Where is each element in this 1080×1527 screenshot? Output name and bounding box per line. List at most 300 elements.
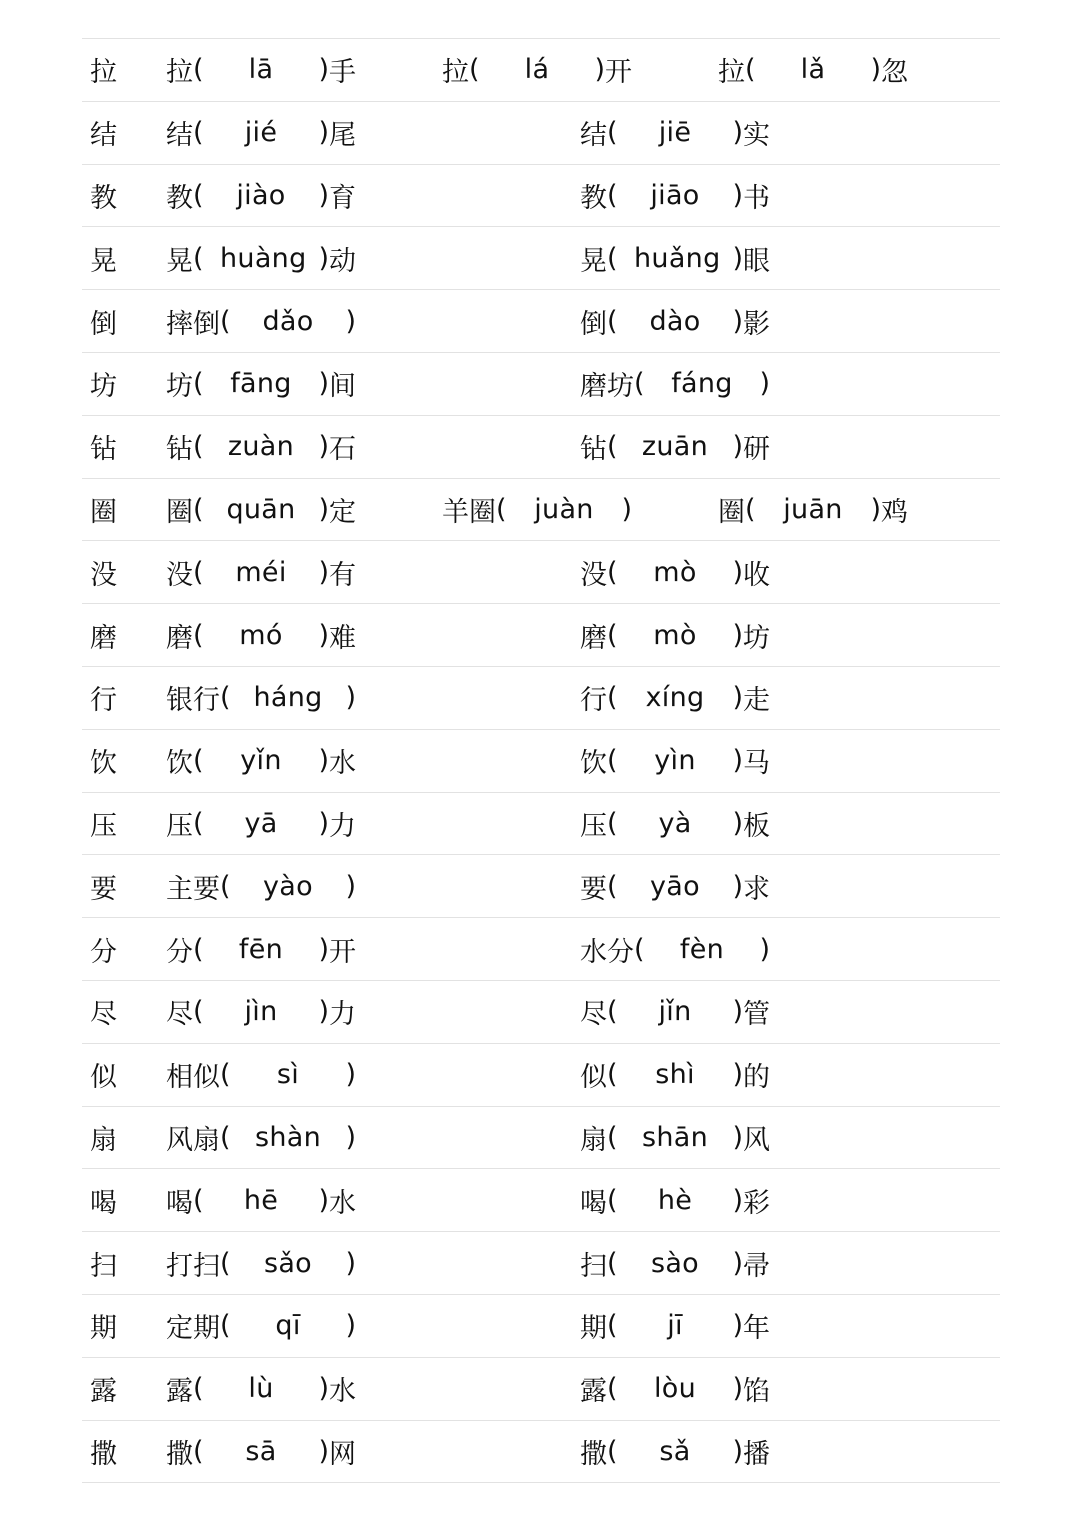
- left-paren: (: [607, 996, 618, 1028]
- left-paren: (: [607, 745, 618, 777]
- word-entry: [718, 39, 908, 101]
- pinyin: jī: [667, 1310, 683, 1342]
- pinyin: fèn: [679, 933, 725, 965]
- target-character: 磨: [90, 622, 117, 654]
- word-entry: [580, 1232, 770, 1294]
- right-paren: ): [732, 807, 743, 839]
- pinyin: yāo: [650, 870, 700, 902]
- table-row: [82, 290, 1000, 353]
- word-entry: [166, 416, 356, 478]
- table-row: [82, 1232, 1000, 1295]
- left-paren: (: [607, 242, 618, 274]
- word-suffix: 手: [329, 57, 356, 89]
- word-entry: [580, 730, 770, 792]
- word-entry: [580, 165, 770, 227]
- word-prefix: 晃: [166, 245, 193, 277]
- left-paren: (: [607, 556, 618, 588]
- word-entry: [580, 1044, 770, 1106]
- table-row: [82, 1421, 1000, 1484]
- word-prefix: 相似: [166, 1062, 220, 1094]
- word-suffix: 开: [605, 57, 632, 89]
- pinyin: lù: [248, 1373, 274, 1405]
- pinyin: hè: [657, 1184, 693, 1216]
- word-prefix: 圈: [718, 496, 745, 528]
- left-paren: (: [634, 368, 645, 400]
- target-character: 钻: [90, 434, 117, 466]
- left-paren: (: [607, 1435, 618, 1467]
- word-suffix: 馅: [743, 1376, 770, 1408]
- right-paren: ): [759, 368, 770, 400]
- right-paren: ): [732, 1373, 743, 1405]
- left-paren: (: [607, 305, 618, 337]
- word-entry: [580, 793, 770, 855]
- word-suffix: 鸡: [881, 496, 908, 528]
- right-paren: ): [318, 431, 329, 463]
- left-paren: (: [193, 807, 204, 839]
- word-suffix: 有: [329, 559, 356, 591]
- target-character: 喝: [90, 1187, 117, 1219]
- left-paren: (: [220, 1121, 231, 1153]
- word-suffix: 定: [329, 496, 356, 528]
- word-suffix: 研: [743, 434, 770, 466]
- right-paren: ): [621, 493, 632, 525]
- pinyin: shàn: [254, 1121, 322, 1153]
- target-character: 没: [90, 559, 117, 591]
- word-entry: [580, 290, 770, 352]
- target-character: 坊: [90, 371, 117, 403]
- pinyin: fáng: [671, 368, 733, 400]
- word-entry: [166, 102, 356, 164]
- left-paren: (: [193, 242, 204, 274]
- right-paren: ): [732, 117, 743, 149]
- table-row: [82, 39, 1000, 102]
- left-paren: (: [469, 54, 480, 86]
- pinyin: dǎo: [262, 305, 314, 337]
- table-row: [82, 855, 1000, 918]
- right-paren: ): [759, 933, 770, 965]
- right-paren: ): [318, 1373, 329, 1405]
- word-entry: [580, 604, 770, 666]
- table-row: [82, 479, 1000, 542]
- word-prefix: 水分: [580, 936, 634, 968]
- word-entry: [580, 1169, 770, 1231]
- right-paren: ): [732, 431, 743, 463]
- word-entry: [442, 39, 632, 101]
- word-entry: [580, 416, 770, 478]
- pinyin: mò: [653, 619, 697, 651]
- left-paren: (: [193, 54, 204, 86]
- word-prefix: 结: [580, 120, 607, 152]
- pinyin: jiào: [236, 179, 286, 211]
- right-paren: ): [318, 242, 329, 274]
- left-paren: (: [607, 870, 618, 902]
- right-paren: ): [318, 493, 329, 525]
- word-suffix: 间: [329, 371, 356, 403]
- word-prefix: 摔倒: [166, 308, 220, 340]
- pinyin: fāng: [230, 368, 292, 400]
- word-entry: [166, 1421, 356, 1483]
- left-paren: (: [220, 305, 231, 337]
- word-suffix: 年: [743, 1313, 770, 1345]
- word-suffix: 影: [743, 308, 770, 340]
- right-paren: ): [345, 870, 356, 902]
- word-prefix: 饮: [166, 748, 193, 780]
- right-paren: ): [732, 179, 743, 211]
- word-suffix: 的: [743, 1062, 770, 1094]
- left-paren: (: [193, 619, 204, 651]
- pinyin: fēn: [238, 933, 284, 965]
- word-entry: [166, 604, 356, 666]
- left-paren: (: [220, 1310, 231, 1342]
- right-paren: ): [345, 1121, 356, 1153]
- right-paren: ): [318, 556, 329, 588]
- pinyin: sì: [276, 1059, 300, 1091]
- word-entry: [718, 479, 908, 541]
- pinyin: yìn: [654, 745, 696, 777]
- pinyin: juàn: [534, 493, 594, 525]
- word-entry: [166, 667, 356, 729]
- right-paren: ): [732, 1247, 743, 1279]
- table-row: [82, 667, 1000, 730]
- word-prefix: 拉: [442, 57, 469, 89]
- right-paren: ): [345, 682, 356, 714]
- left-paren: (: [220, 870, 231, 902]
- word-prefix: 行: [580, 685, 607, 717]
- right-paren: ): [318, 933, 329, 965]
- right-paren: ): [318, 745, 329, 777]
- left-paren: (: [496, 493, 507, 525]
- table-row: [82, 918, 1000, 981]
- word-suffix: 力: [329, 999, 356, 1031]
- word-prefix: 没: [580, 559, 607, 591]
- word-suffix: 忽: [881, 57, 908, 89]
- right-paren: ): [345, 1310, 356, 1342]
- word-entry: [580, 102, 770, 164]
- left-paren: (: [607, 1310, 618, 1342]
- word-entry: [166, 1232, 356, 1294]
- word-prefix: 磨: [580, 622, 607, 654]
- pinyin: zuàn: [227, 431, 295, 463]
- right-paren: ): [318, 1184, 329, 1216]
- word-prefix: 露: [580, 1376, 607, 1408]
- word-suffix: 石: [329, 434, 356, 466]
- word-prefix: 期: [580, 1313, 607, 1345]
- right-paren: ): [318, 368, 329, 400]
- left-paren: (: [745, 54, 756, 86]
- target-character: 扇: [90, 1124, 117, 1156]
- table-row: [82, 981, 1000, 1044]
- word-entry: [580, 667, 770, 729]
- pinyin: lā: [248, 54, 274, 86]
- word-prefix: 磨坊: [580, 371, 634, 403]
- word-suffix: 网: [329, 1438, 356, 1470]
- target-character: 分: [90, 936, 117, 968]
- left-paren: (: [193, 556, 204, 588]
- left-paren: (: [193, 996, 204, 1028]
- word-suffix: 书: [743, 182, 770, 214]
- word-suffix: 求: [743, 873, 770, 905]
- target-character: 拉: [90, 57, 117, 89]
- left-paren: (: [193, 933, 204, 965]
- pinyin: jié: [244, 117, 278, 149]
- pinyin: quān: [226, 493, 296, 525]
- word-prefix: 压: [166, 810, 193, 842]
- left-paren: (: [193, 117, 204, 149]
- word-suffix: 管: [743, 999, 770, 1031]
- pinyin: lòu: [653, 1373, 697, 1405]
- pinyin: yà: [658, 807, 692, 839]
- target-character: 晃: [90, 245, 117, 277]
- left-paren: (: [607, 1247, 618, 1279]
- word-prefix: 结: [166, 120, 193, 152]
- word-prefix: 撒: [166, 1438, 193, 1470]
- word-suffix: 水: [329, 1376, 356, 1408]
- word-entry: [166, 479, 356, 541]
- word-prefix: 喝: [580, 1187, 607, 1219]
- table-row: [82, 416, 1000, 479]
- left-paren: (: [634, 933, 645, 965]
- word-prefix: 喝: [166, 1187, 193, 1219]
- pinyin: yǐn: [240, 745, 282, 777]
- pinyin: mò: [653, 556, 697, 588]
- table-row: [82, 102, 1000, 165]
- word-entry: [580, 855, 770, 917]
- right-paren: ): [732, 305, 743, 337]
- word-prefix: 撒: [580, 1438, 607, 1470]
- word-entry: [580, 1421, 770, 1483]
- word-suffix: 动: [329, 245, 356, 277]
- left-paren: (: [193, 493, 204, 525]
- word-prefix: 拉: [166, 57, 193, 89]
- right-paren: ): [732, 1184, 743, 1216]
- word-entry: [166, 981, 356, 1043]
- word-entry: [166, 39, 356, 101]
- word-entry: [166, 1169, 356, 1231]
- left-paren: (: [220, 1059, 231, 1091]
- table-row: [82, 541, 1000, 604]
- pinyin: sào: [650, 1247, 700, 1279]
- word-prefix: 似: [580, 1062, 607, 1094]
- word-prefix: 羊圈: [442, 496, 496, 528]
- pinyin: dào: [649, 305, 701, 337]
- right-paren: ): [345, 1247, 356, 1279]
- pinyin: jiē: [658, 117, 692, 149]
- word-prefix: 教: [166, 182, 193, 214]
- word-suffix: 彩: [743, 1187, 770, 1219]
- right-paren: ): [870, 493, 881, 525]
- word-suffix: 风: [743, 1124, 770, 1156]
- pinyin: jǐn: [658, 996, 692, 1028]
- right-paren: ): [318, 619, 329, 651]
- word-entry: [166, 918, 356, 980]
- right-paren: ): [318, 996, 329, 1028]
- pinyin: shān: [641, 1121, 709, 1153]
- word-prefix: 磨: [166, 622, 193, 654]
- word-entry: [166, 855, 356, 917]
- word-entry: [580, 918, 770, 980]
- target-character: 扫: [90, 1250, 117, 1282]
- left-paren: (: [220, 1247, 231, 1279]
- pinyin: lá: [524, 54, 550, 86]
- right-paren: ): [732, 870, 743, 902]
- left-paren: (: [607, 1121, 618, 1153]
- right-paren: ): [732, 1435, 743, 1467]
- right-paren: ): [732, 1310, 743, 1342]
- target-character: 撒: [90, 1438, 117, 1470]
- word-entry: [580, 353, 770, 415]
- target-character: 期: [90, 1313, 117, 1345]
- word-entry: [166, 1358, 356, 1420]
- word-prefix: 拉: [718, 57, 745, 89]
- word-entry: [580, 541, 770, 603]
- word-prefix: 晃: [580, 245, 607, 277]
- word-entry: [166, 165, 356, 227]
- word-suffix: 帚: [743, 1250, 770, 1282]
- word-suffix: 水: [329, 1187, 356, 1219]
- right-paren: ): [318, 1435, 329, 1467]
- table-row: [82, 227, 1000, 290]
- target-character: 饮: [90, 748, 117, 780]
- table-row: [82, 1044, 1000, 1107]
- pinyin: mó: [239, 619, 283, 651]
- word-suffix: 开: [329, 936, 356, 968]
- pinyin: juān: [783, 493, 843, 525]
- right-paren: ): [732, 1121, 743, 1153]
- word-prefix: 教: [580, 182, 607, 214]
- target-character: 行: [90, 685, 117, 717]
- target-character: 要: [90, 873, 117, 905]
- left-paren: (: [607, 179, 618, 211]
- word-prefix: 饮: [580, 748, 607, 780]
- left-paren: (: [607, 807, 618, 839]
- pinyin: jìn: [244, 996, 278, 1028]
- word-suffix: 收: [743, 559, 770, 591]
- target-character: 结: [90, 120, 117, 152]
- word-entry: [580, 1358, 770, 1420]
- pinyin: qī: [275, 1310, 301, 1342]
- pinyin: sǎo: [263, 1247, 313, 1279]
- target-character: 似: [90, 1062, 117, 1094]
- table-row: [82, 1107, 1000, 1170]
- word-suffix: 眼: [743, 245, 770, 277]
- left-paren: (: [193, 745, 204, 777]
- pinyin: shì: [655, 1059, 695, 1091]
- word-prefix: 定期: [166, 1313, 220, 1345]
- pinyin: háng: [253, 682, 323, 714]
- word-prefix: 尽: [166, 999, 193, 1031]
- right-paren: ): [318, 179, 329, 211]
- word-entry: [166, 1107, 356, 1169]
- word-prefix: 圈: [166, 496, 193, 528]
- target-character: 尽: [90, 999, 117, 1031]
- left-paren: (: [193, 368, 204, 400]
- left-paren: (: [607, 117, 618, 149]
- table-row: [82, 730, 1000, 793]
- table-row: [82, 165, 1000, 228]
- target-character: 露: [90, 1376, 117, 1408]
- table-row: [82, 1295, 1000, 1358]
- pinyin: méi: [235, 556, 287, 588]
- pinyin: sǎ: [659, 1435, 691, 1467]
- word-prefix: 坊: [166, 371, 193, 403]
- left-paren: (: [220, 682, 231, 714]
- pinyin: huàng: [220, 242, 307, 274]
- polyphonic-character-table: [82, 38, 1000, 1483]
- right-paren: ): [318, 54, 329, 86]
- left-paren: (: [745, 493, 756, 525]
- table-row: [82, 793, 1000, 856]
- left-paren: (: [193, 1184, 204, 1216]
- right-paren: ): [345, 1059, 356, 1091]
- word-suffix: 板: [743, 810, 770, 842]
- pinyin: yā: [244, 807, 278, 839]
- left-paren: (: [193, 179, 204, 211]
- left-paren: (: [607, 619, 618, 651]
- left-paren: (: [193, 1435, 204, 1467]
- left-paren: (: [607, 1059, 618, 1091]
- word-prefix: 分: [166, 936, 193, 968]
- right-paren: ): [594, 54, 605, 86]
- word-entry: [166, 541, 356, 603]
- left-paren: (: [607, 1373, 618, 1405]
- word-suffix: 难: [329, 622, 356, 654]
- word-entry: [166, 353, 356, 415]
- right-paren: ): [345, 305, 356, 337]
- pinyin: sā: [245, 1435, 277, 1467]
- word-prefix: 要: [580, 873, 607, 905]
- word-suffix: 水: [329, 748, 356, 780]
- right-paren: ): [732, 745, 743, 777]
- word-suffix: 播: [743, 1438, 770, 1470]
- table-row: [82, 1358, 1000, 1421]
- word-prefix: 主要: [166, 873, 220, 905]
- word-entry: [166, 730, 356, 792]
- word-entry: [442, 479, 632, 541]
- word-suffix: 尾: [329, 120, 356, 152]
- right-paren: ): [732, 242, 743, 274]
- word-entry: [166, 1295, 356, 1357]
- word-suffix: 坊: [743, 622, 770, 654]
- word-entry: [166, 227, 356, 289]
- right-paren: ): [732, 1059, 743, 1091]
- word-prefix: 没: [166, 559, 193, 591]
- pinyin: yào: [263, 870, 313, 902]
- pinyin: lǎ: [800, 54, 826, 86]
- word-entry: [580, 981, 770, 1043]
- word-entry: [166, 1044, 356, 1106]
- word-entry: [166, 793, 356, 855]
- word-entry: [166, 290, 356, 352]
- right-paren: ): [732, 682, 743, 714]
- table-row: [82, 1169, 1000, 1232]
- word-suffix: 实: [743, 120, 770, 152]
- right-paren: ): [732, 996, 743, 1028]
- pinyin: huǎng: [634, 242, 721, 274]
- word-prefix: 扇: [580, 1124, 607, 1156]
- word-suffix: 马: [743, 748, 770, 780]
- word-prefix: 倒: [580, 308, 607, 340]
- target-character: 倒: [90, 308, 117, 340]
- word-entry: [580, 1107, 770, 1169]
- table-row: [82, 353, 1000, 416]
- word-suffix: 力: [329, 810, 356, 842]
- word-prefix: 扫: [580, 1250, 607, 1282]
- pinyin: jiāo: [650, 179, 700, 211]
- right-paren: ): [870, 54, 881, 86]
- word-entry: [580, 1295, 770, 1357]
- pinyin: xíng: [645, 682, 705, 714]
- left-paren: (: [607, 431, 618, 463]
